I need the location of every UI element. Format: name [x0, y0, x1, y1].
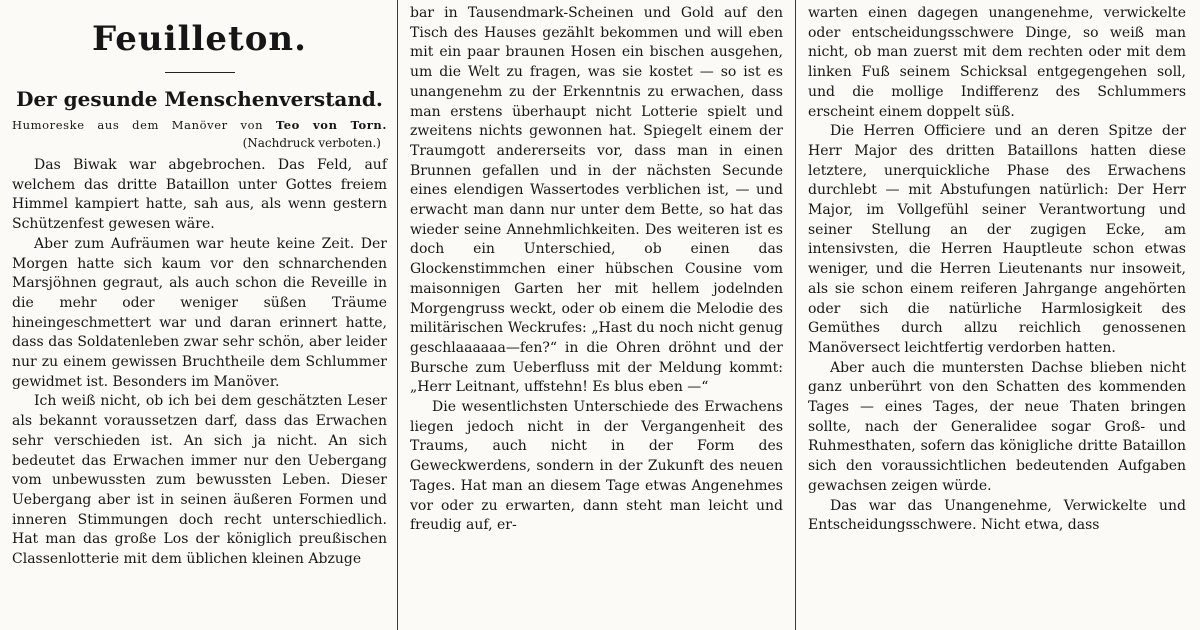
column-3 — [796, 0, 1194, 630]
paragraph: Die Herren Officiere und an deren Spitze der Herr Major des dritten Bataillons hatten diese letztere, unerquickliche Phase des Erwachens durchlebt — mit Abstufungen natürlich: Der Herr Major, im Vollgefühl seiner Verantwortung und seiner Stellung an der zugigen Ecke, am intensivsten, die Herren Hauptleute schon etwas weniger, und die Herren Lieutenants nur insoweit, als sie schon einem reiferen Jahrgange angehörten oder sich die natürliche Harmlosigkeit des Gemüthes durch allzu reichlich genossenen Manöversect leichtfertig verdorben hatten. — [808, 123, 1186, 356]
paragraph: Das war das Unangenehme, Verwickelte und Entscheidungsschwere. Nicht etwa, dass — [808, 497, 1186, 534]
paragraph: Aber zum Aufräumen war heute keine Zeit. Der Morgen hatte sich kaum vor den schnarchenden Marsjöhnen gegraut, als auch schon die Reveille in die mehr oder weniger süßen Träume hineingeschmettert war und daran erinnert hatte, dass das Soldatenleben zwar sehr schön, aber leider nur zu einem gewissen Bruchtheile dem Schlummer gewidmet ist. Besonders im Manöver. — [12, 235, 387, 390]
section-title: Feuilleton. — [92, 19, 307, 59]
author-name: Teo von Torn. — [275, 118, 387, 132]
paragraph: warten einen dagegen unangenehme, verwickelte oder entscheidungsschwere Dinge, so weiß man nicht, ob man zuerst mit dem rechten oder mit dem linken Fuß seinem Schicksal entgegengehen soll, und die mollige Indifferenz des Schlummers erscheint einem doppelt süß. — [808, 5, 1186, 120]
title-rule — [165, 72, 235, 73]
article-subtitle — [12, 117, 387, 134]
column-1 — [4, 0, 398, 630]
article-title: Der gesunde Menschenverstand. — [16, 87, 383, 111]
paragraph: Das Biwak war abgebrochen. Das Feld, auf welchem das dritte Bataillon unter Gottes freiem Himmel kampiert hatte, sah aus, als wenn gestern Schützenfest gewesen wäre. — [12, 157, 387, 233]
paragraph: bar in Tausendmark-Scheinen und Gold auf den Tisch des Hauses gezählt bekommen und will eben mit ein paar braunen Hosen ein bischen ausgehen, um die Welt zu fragen, was sie kostet — so ist es unangenehm zu der Erkenntnis zu erwachen, dass man erstens überhaupt nicht Lotterie spielt und zweitens nichts gewonnen hat. Spiegelt einem der Traumgott andererseits vor, dass man in einen Brunnen gefallen und in der nächsten Secunde eines elendigen Wassertodes verblichen ist, — und erwacht man dann nur unter dem Bette, so hat das wieder seine Annehmlichkeiten. Des weiteren ist es doch ein Unterschied, ob einen das Glockenstimmchen einer hübschen Cousine vom maisonnigen Garten her mit hellem jodelnden Morgengruss weckt, oder ob einem die Melodie des militärischen Weckrufes: „Hast du noch nicht genug geschlaaaaaa—fen?“ in die Ohren dröhnt und der Bursche zum Ueberfluss mit der Meldung kommt: „Herr Leitnant, uffstehn! Es blus eben —“ — [410, 5, 783, 396]
reprint-notice: (Nachdruck verboten.) — [242, 136, 381, 150]
paragraph: Die wesentlichsten Unterschiede des Erwachens liegen jedoch nicht in der Vergangenheit des Traums, auch nicht in der Form des Geweckwerdens, sondern in der Zukunft des neuen Tages. Hat man an diesem Tage etwas Angenehmes vor oder zu erwarten, dann steht man leicht und freudig auf, er- — [410, 399, 783, 534]
column-2 — [398, 0, 796, 630]
subtitle-prefix: Humoreske aus dem Manöver von — [12, 118, 264, 132]
paragraph: Ich weiß nicht, ob ich bei dem geschätzten Leser als bekannt voraussetzen darf, dass das Erwachen sehr verschieden ist. An sich ja nicht. An sich bedeutet das Erwachen immer nur den Uebergang vom unbewussten zum bewussten Leben. Dieser Uebergang aber ist in seinen äußeren Formen und inneren Stimmungen doch recht unterschiedlich. Hat man das große Los der königlich preußischen Classenlotterie mit dem üblichen kleinen Abzuge — [12, 393, 387, 568]
paragraph: Aber auch die muntersten Dachse blieben nicht ganz unberührt von den Schatten des kommenden Tages — eines Tages, der neue Thaten bringen sollte, nach der Generalidee sogar Groß- und Ruhmesthaten, sofern das königliche dritte Bataillon sich den voraussichtlichen bedeutenden Aufgaben gewachsen zeigen würde. — [808, 359, 1186, 494]
